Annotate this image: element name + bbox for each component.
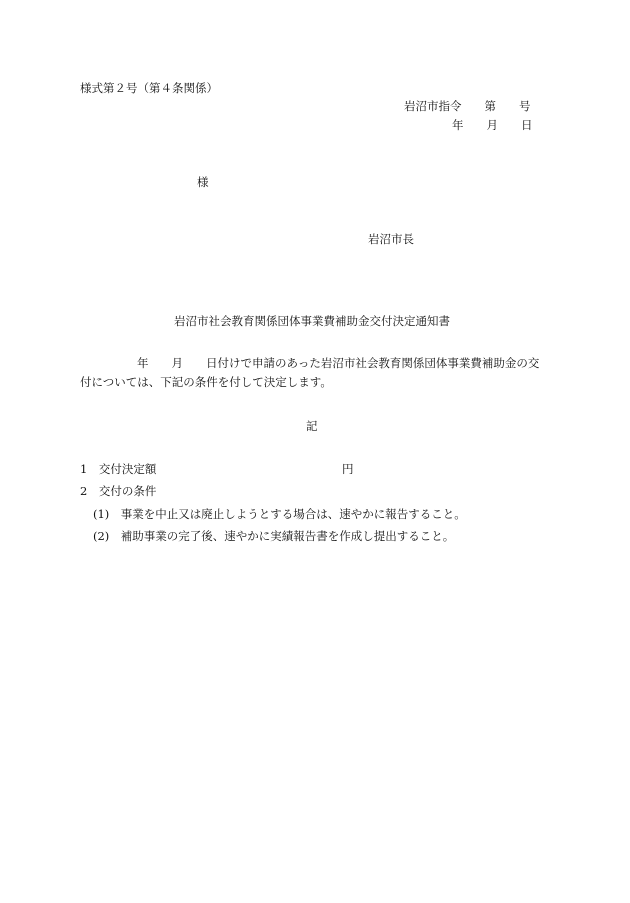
- item-grant-amount-label: 1 交付決定額: [80, 462, 157, 476]
- addressee-suffix: 様: [197, 175, 209, 189]
- ki-heading: 記: [306, 419, 318, 433]
- order-number-line: 岩沼市指令 第 号: [404, 99, 531, 113]
- item-grant-amount-unit: 円: [342, 462, 354, 476]
- condition-item: (2) 補助事業の完了後、速やかに実績報告書を作成し提出すること。: [93, 529, 455, 543]
- date-line: 年 月 日: [452, 118, 533, 132]
- document-title: 岩沼市社会教育関係団体事業費補助金交付決定通知書: [174, 314, 450, 328]
- body-text-line-2: 付については、下記の条件を付して決定します。: [80, 375, 332, 389]
- item-conditions-label: 2 交付の条件: [80, 484, 157, 498]
- form-number: 様式第２号（第４条関係）: [80, 81, 218, 95]
- condition-item: (1) 事業を中止又は廃止しようとする場合は、速やかに報告すること。: [93, 507, 466, 521]
- issuer-name: 岩沼市長: [368, 232, 414, 246]
- body-text-line-1: 年 月 日付けで申請のあった岩沼市社会教育関係団体事業費補助金の交: [137, 356, 540, 370]
